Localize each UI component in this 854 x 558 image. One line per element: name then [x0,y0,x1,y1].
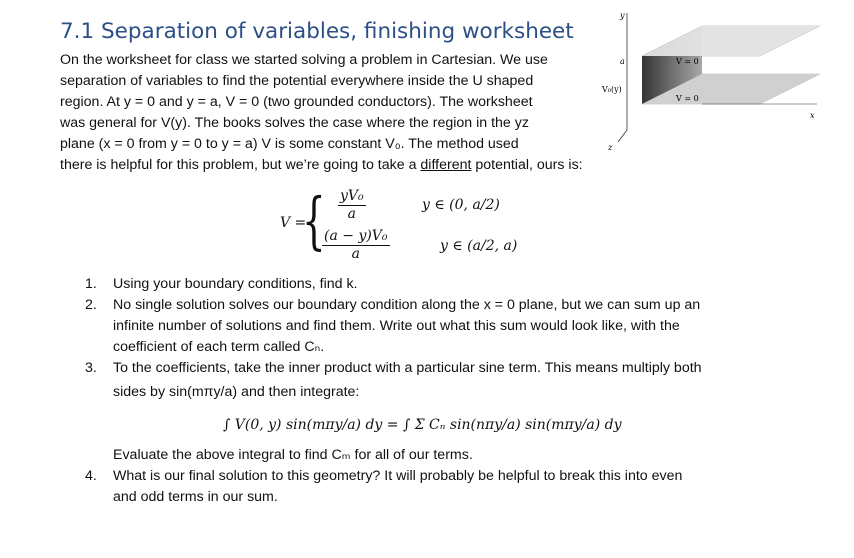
item-line: To the coefficients, take the inner product with a particular sine term. This means multiply both [113,360,702,376]
v0-label: V₀(y) [602,85,622,94]
item-line: and odd terms in our sum. [113,489,278,505]
underlined-word: different [420,157,472,173]
item-line: coefficient of each term called Cₙ. [113,339,325,355]
intro-paragraph [60,50,620,176]
item-number: 2. [85,297,97,313]
list-item [85,466,765,508]
geometry-figure [592,8,822,158]
page-title: 7.1 Separation of variables, finishing worksheet [60,19,574,44]
item-line: infinite number of solutions and find them. Write out what this sum would look like, with the [113,318,680,334]
item-line: Using your boundary conditions, find k. [113,276,358,292]
brace: { [302,184,326,257]
item-line: No single solution solves our boundary condition along the x = 0 plane, but we can sum up an [113,297,701,313]
item-number: 1. [85,276,97,292]
case2-denominator: a [351,246,360,262]
item-number: 4. [85,468,97,484]
list-item [85,295,765,358]
piecewise-potential [280,186,540,266]
z-axis-label: z [608,143,613,152]
intro-line: plane (x = 0 from y = 0 to y = a) V is some constant V₀. The method used [60,136,519,152]
list-item [85,358,765,466]
case2-condition: y ∈ (a/2, a) [440,238,518,254]
a-label: a [620,57,625,66]
question-list [85,274,765,508]
z-axis [618,130,627,142]
integral-equation: ∫ V(0, y) sin(mπy/a) dy = ∫ Σ Cₙ sin(nπy/a) sin(mπy/a) dy [223,417,622,433]
case1-fraction [338,188,366,223]
item-number: 3. [85,360,97,376]
case1-condition: y ∈ (0, a/2) [422,197,500,213]
intro-line-last: there is helpful for this problem, but we’re going to take a different potential, ours is: [60,157,583,173]
intro-line: On the worksheet for class we started solving a problem in Cartesian. We use [60,52,548,68]
x-axis-label: x [810,111,815,120]
list-item [85,274,765,295]
intro-line: separation of variables to find the potential everywhere inside the U shaped [60,73,534,89]
case1-denominator: a [347,206,356,222]
item-line: What is our final solution to this geometry? It will probably be helpful to break this into even [113,468,683,484]
bottom-plate-label: V = 0 [676,94,699,103]
item-line: Evaluate the above integral to find Cₘ for all of our terms. [113,447,473,463]
intro-line: region. At y = 0 and y = a, V = 0 (two grounded conductors). The worksheet [60,94,533,110]
piecewise-lhs: V = [280,215,307,231]
item-line: sides by sin(mπy/a) and then integrate: [113,384,360,400]
case2-numerator: (a − y)V₀ [324,228,388,244]
y-axis-label: y [620,11,625,20]
case2-fraction [322,228,390,263]
top-plate-label: V = 0 [676,57,699,66]
case1-numerator: yV₀ [340,188,364,204]
intro-line: was general for V(y). The books solves the case where the region in the yz [60,115,529,131]
